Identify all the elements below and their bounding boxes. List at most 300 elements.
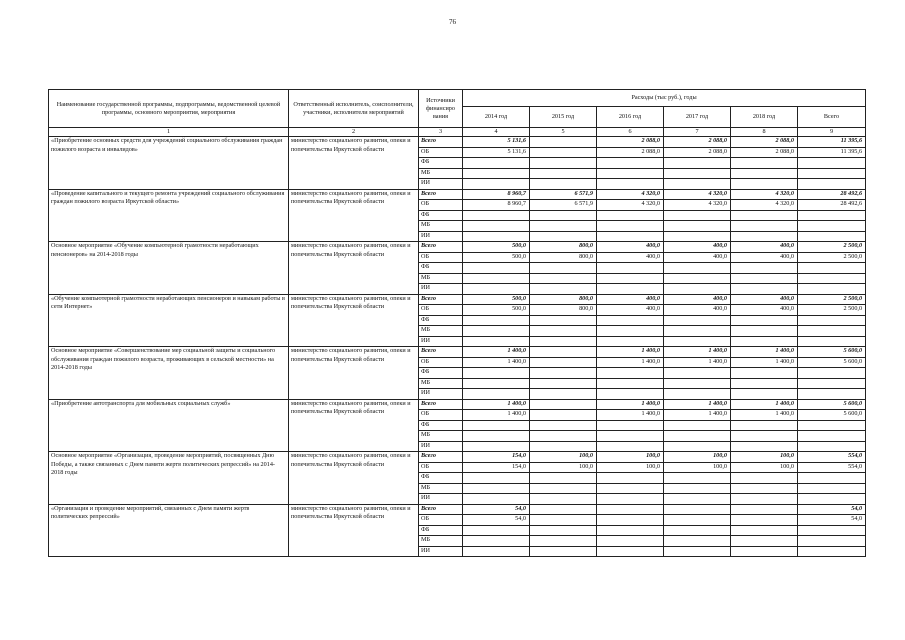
year-value: 6 571,9 bbox=[530, 200, 597, 211]
year-value bbox=[463, 525, 530, 536]
year-value: 4 320,0 bbox=[731, 189, 798, 200]
year-value bbox=[463, 158, 530, 169]
header-name: Наименование государственной программы, подпрограммы, ведомственной целевой программы, основного мероприятия, мероприятия bbox=[49, 90, 289, 128]
measure-name: «Обучение компьютерной грамотности неработающих пенсионеров и навыкам работы в сети Интернет» bbox=[49, 294, 289, 347]
column-number: 3 bbox=[419, 128, 463, 137]
measure-name: «Приобретение автотранспорта для мобильных социальных служб» bbox=[49, 399, 289, 452]
column-number: 5 bbox=[530, 128, 597, 137]
year-value bbox=[664, 326, 731, 337]
year-value: 4 320,0 bbox=[597, 200, 664, 211]
year-value bbox=[530, 441, 597, 452]
year-value: 1 400,0 bbox=[463, 357, 530, 368]
measure-name: Основное мероприятие «Организация, проведение мероприятий, посвященных Дню Победы, а также связанных с Днем памяти жертв политических репрессий» на 2014-2018 годы bbox=[49, 452, 289, 505]
total-value bbox=[798, 179, 866, 190]
year-value bbox=[463, 536, 530, 547]
year-value bbox=[731, 315, 798, 326]
year-value: 800,0 bbox=[530, 294, 597, 305]
year-value bbox=[731, 168, 798, 179]
total-value bbox=[798, 284, 866, 295]
year-value: 500,0 bbox=[463, 252, 530, 263]
header-executor: Ответственный исполнитель, соисполнители, участники, исполнители мероприятий bbox=[289, 90, 419, 128]
year-value bbox=[664, 221, 731, 232]
year-value bbox=[731, 326, 798, 337]
year-value bbox=[530, 179, 597, 190]
measure-executor: министерство социального развития, опеки и попечительства Иркутской области bbox=[289, 347, 419, 400]
header-year: 2014 год bbox=[463, 107, 530, 128]
measure-executor: министерство социального развития, опеки и попечительства Иркутской области bbox=[289, 189, 419, 242]
total-value bbox=[798, 546, 866, 557]
funding-source: ОБ bbox=[419, 200, 463, 211]
year-value bbox=[597, 431, 664, 442]
funding-source: Всего bbox=[419, 137, 463, 148]
column-number: 4 bbox=[463, 128, 530, 137]
header-year: 2016 год bbox=[597, 107, 664, 128]
year-value bbox=[597, 504, 664, 515]
year-value bbox=[463, 315, 530, 326]
year-value: 400,0 bbox=[731, 242, 798, 253]
funding-source: ОБ bbox=[419, 147, 463, 158]
year-value: 54,0 bbox=[463, 515, 530, 526]
year-value bbox=[463, 378, 530, 389]
year-value bbox=[664, 210, 731, 221]
measure-name: Основное мероприятие «Обучение компьютерной грамотности неработающих пенсионеров» на 2014-2018 годы bbox=[49, 242, 289, 295]
year-value bbox=[530, 273, 597, 284]
year-value bbox=[597, 515, 664, 526]
table-row bbox=[49, 294, 866, 305]
year-value: 2 088,0 bbox=[664, 137, 731, 148]
year-value bbox=[530, 494, 597, 505]
year-value bbox=[731, 378, 798, 389]
funding-source: ОБ bbox=[419, 357, 463, 368]
year-value bbox=[463, 483, 530, 494]
total-value: 5 600,0 bbox=[798, 399, 866, 410]
year-value bbox=[664, 284, 731, 295]
total-value: 28 492,6 bbox=[798, 189, 866, 200]
year-value bbox=[463, 221, 530, 232]
year-value: 8 960,7 bbox=[463, 200, 530, 211]
funding-source: ИИ bbox=[419, 389, 463, 400]
year-value bbox=[463, 336, 530, 347]
year-value: 4 320,0 bbox=[664, 189, 731, 200]
year-value: 2 088,0 bbox=[664, 147, 731, 158]
funding-source: МБ bbox=[419, 168, 463, 179]
year-value: 400,0 bbox=[597, 294, 664, 305]
year-value bbox=[463, 546, 530, 557]
funding-source: ОБ bbox=[419, 305, 463, 316]
total-value bbox=[798, 525, 866, 536]
funding-source: Всего bbox=[419, 347, 463, 358]
year-value bbox=[530, 221, 597, 232]
year-value: 100,0 bbox=[731, 452, 798, 463]
table-row bbox=[49, 189, 866, 200]
column-number: 1 bbox=[49, 128, 289, 137]
year-value bbox=[731, 494, 798, 505]
year-value bbox=[664, 483, 731, 494]
year-value bbox=[530, 504, 597, 515]
funding-source: МБ bbox=[419, 326, 463, 337]
year-value bbox=[597, 231, 664, 242]
year-value bbox=[664, 368, 731, 379]
year-value bbox=[530, 431, 597, 442]
year-value bbox=[597, 273, 664, 284]
measure-name: Основное мероприятие «Совершенствование мер социальной защиты и социального обслуживания граждан пожилого возраста, проживающих в сельской местности» на 2014-2018 годы bbox=[49, 347, 289, 400]
year-value bbox=[530, 357, 597, 368]
funding-source: ОБ bbox=[419, 252, 463, 263]
year-value: 2 088,0 bbox=[597, 147, 664, 158]
year-value bbox=[597, 263, 664, 274]
total-value bbox=[798, 536, 866, 547]
year-value bbox=[530, 525, 597, 536]
year-value bbox=[664, 158, 731, 169]
total-value: 2 500,0 bbox=[798, 252, 866, 263]
column-number: 7 bbox=[664, 128, 731, 137]
year-value: 8 960,7 bbox=[463, 189, 530, 200]
year-value bbox=[664, 431, 731, 442]
header-year: 2018 год bbox=[731, 107, 798, 128]
year-value: 1 400,0 bbox=[597, 399, 664, 410]
year-value bbox=[597, 368, 664, 379]
year-value bbox=[731, 525, 798, 536]
year-value: 800,0 bbox=[530, 252, 597, 263]
year-value bbox=[530, 546, 597, 557]
funding-source: ИИ bbox=[419, 441, 463, 452]
total-value bbox=[798, 273, 866, 284]
year-value: 1 400,0 bbox=[731, 357, 798, 368]
year-value: 4 320,0 bbox=[731, 200, 798, 211]
year-value: 1 400,0 bbox=[731, 347, 798, 358]
header-expenses: Расходы (тыс руб.), годы bbox=[463, 90, 866, 107]
year-value: 100,0 bbox=[664, 462, 731, 473]
year-value bbox=[597, 494, 664, 505]
year-value: 1 400,0 bbox=[731, 410, 798, 421]
year-value bbox=[463, 231, 530, 242]
year-value bbox=[463, 273, 530, 284]
year-value: 5 131,6 bbox=[463, 147, 530, 158]
total-value bbox=[798, 315, 866, 326]
year-value: 1 400,0 bbox=[597, 347, 664, 358]
year-value: 154,0 bbox=[463, 462, 530, 473]
total-value bbox=[798, 441, 866, 452]
year-value bbox=[530, 263, 597, 274]
year-value: 100,0 bbox=[530, 452, 597, 463]
year-value bbox=[664, 546, 731, 557]
year-value: 1 400,0 bbox=[664, 399, 731, 410]
funding-source: ИИ bbox=[419, 231, 463, 242]
year-value: 100,0 bbox=[530, 462, 597, 473]
year-value bbox=[530, 420, 597, 431]
funding-source: МБ bbox=[419, 273, 463, 284]
year-value: 100,0 bbox=[731, 462, 798, 473]
year-value: 400,0 bbox=[731, 305, 798, 316]
measure-executor: министерство социального развития, опеки и попечительства Иркутской области bbox=[289, 504, 419, 557]
total-value: 554,0 bbox=[798, 462, 866, 473]
funding-source: ФБ bbox=[419, 420, 463, 431]
year-value: 4 320,0 bbox=[664, 200, 731, 211]
year-value: 400,0 bbox=[597, 242, 664, 253]
year-value bbox=[664, 420, 731, 431]
year-value bbox=[597, 536, 664, 547]
expenses-table bbox=[48, 89, 866, 557]
year-value bbox=[463, 441, 530, 452]
funding-source: Всего bbox=[419, 504, 463, 515]
year-value bbox=[731, 336, 798, 347]
year-value bbox=[731, 273, 798, 284]
funding-source: ОБ bbox=[419, 462, 463, 473]
year-value bbox=[664, 389, 731, 400]
total-value bbox=[798, 473, 866, 484]
year-value: 1 400,0 bbox=[463, 347, 530, 358]
year-value bbox=[664, 168, 731, 179]
year-value bbox=[731, 179, 798, 190]
year-value: 800,0 bbox=[530, 242, 597, 253]
table-row bbox=[49, 242, 866, 253]
year-value bbox=[530, 336, 597, 347]
year-value: 500,0 bbox=[463, 294, 530, 305]
year-value bbox=[664, 315, 731, 326]
year-value: 2 088,0 bbox=[597, 137, 664, 148]
measure-name: «Приобретение основных средств для учреждений социального обслуживания граждан пожилого возраста и инвалидов» bbox=[49, 137, 289, 190]
total-value bbox=[798, 483, 866, 494]
year-value: 1 400,0 bbox=[664, 357, 731, 368]
year-value bbox=[664, 231, 731, 242]
year-value bbox=[597, 473, 664, 484]
year-value bbox=[463, 210, 530, 221]
header-source: Источники финансиро вания bbox=[419, 90, 463, 128]
funding-source: Всего bbox=[419, 294, 463, 305]
year-value bbox=[597, 326, 664, 337]
total-value bbox=[798, 378, 866, 389]
year-value bbox=[664, 504, 731, 515]
total-value bbox=[798, 158, 866, 169]
header-year: 2017 год bbox=[664, 107, 731, 128]
year-value: 1 400,0 bbox=[597, 357, 664, 368]
funding-source: ИИ bbox=[419, 284, 463, 295]
funding-source: МБ bbox=[419, 536, 463, 547]
funding-source: ФБ bbox=[419, 368, 463, 379]
funding-source: Всего bbox=[419, 452, 463, 463]
year-value: 800,0 bbox=[530, 305, 597, 316]
total-value bbox=[798, 336, 866, 347]
year-value: 400,0 bbox=[597, 305, 664, 316]
header-year: 2015 год bbox=[530, 107, 597, 128]
funding-source: МБ bbox=[419, 483, 463, 494]
table-row bbox=[49, 347, 866, 358]
funding-source: ФБ bbox=[419, 473, 463, 484]
year-value: 400,0 bbox=[731, 294, 798, 305]
year-value bbox=[597, 221, 664, 232]
year-value: 1 400,0 bbox=[731, 399, 798, 410]
year-value bbox=[731, 368, 798, 379]
total-value: 11 395,6 bbox=[798, 147, 866, 158]
year-value bbox=[530, 473, 597, 484]
year-value bbox=[463, 494, 530, 505]
year-value bbox=[731, 546, 798, 557]
year-value bbox=[731, 441, 798, 452]
funding-source: ИИ bbox=[419, 336, 463, 347]
total-value: 5 600,0 bbox=[798, 347, 866, 358]
funding-source: ФБ bbox=[419, 315, 463, 326]
year-value bbox=[664, 494, 731, 505]
funding-source: ИИ bbox=[419, 494, 463, 505]
year-value bbox=[664, 515, 731, 526]
year-value bbox=[463, 420, 530, 431]
year-value bbox=[530, 137, 597, 148]
year-value: 5 131,6 bbox=[463, 137, 530, 148]
year-value bbox=[530, 168, 597, 179]
header-total: Всего bbox=[798, 107, 866, 128]
year-value bbox=[597, 315, 664, 326]
year-value bbox=[664, 336, 731, 347]
funding-source: ФБ bbox=[419, 158, 463, 169]
total-value bbox=[798, 210, 866, 221]
measure-name: «Организация и проведение мероприятий, связанных с Днем памяти жертв политических репрессий» bbox=[49, 504, 289, 557]
total-value: 54,0 bbox=[798, 515, 866, 526]
year-value: 500,0 bbox=[463, 305, 530, 316]
funding-source: МБ bbox=[419, 221, 463, 232]
year-value bbox=[731, 221, 798, 232]
year-value bbox=[664, 536, 731, 547]
year-value bbox=[731, 515, 798, 526]
funding-source: Всего bbox=[419, 399, 463, 410]
total-value: 2 500,0 bbox=[798, 294, 866, 305]
year-value bbox=[731, 210, 798, 221]
total-value bbox=[798, 494, 866, 505]
total-value: 2 500,0 bbox=[798, 242, 866, 253]
year-value bbox=[731, 263, 798, 274]
total-value bbox=[798, 231, 866, 242]
year-value bbox=[463, 389, 530, 400]
year-value bbox=[731, 420, 798, 431]
total-value: 11 395,6 bbox=[798, 137, 866, 148]
year-value bbox=[463, 368, 530, 379]
year-value bbox=[731, 158, 798, 169]
year-value bbox=[597, 378, 664, 389]
year-value: 1 400,0 bbox=[463, 410, 530, 421]
year-value: 400,0 bbox=[731, 252, 798, 263]
year-value: 400,0 bbox=[664, 242, 731, 253]
year-value bbox=[463, 168, 530, 179]
year-value bbox=[530, 231, 597, 242]
funding-source: Всего bbox=[419, 189, 463, 200]
year-value: 6 571,9 bbox=[530, 189, 597, 200]
total-value bbox=[798, 263, 866, 274]
year-value bbox=[463, 263, 530, 274]
funding-source: ОБ bbox=[419, 410, 463, 421]
year-value: 400,0 bbox=[597, 252, 664, 263]
measure-executor: министерство социального развития, опеки и попечительства Иркутской области bbox=[289, 452, 419, 505]
year-value bbox=[530, 410, 597, 421]
year-value bbox=[731, 389, 798, 400]
funding-source: ФБ bbox=[419, 210, 463, 221]
measure-executor: министерство социального развития, опеки и попечительства Иркутской области bbox=[289, 137, 419, 190]
year-value bbox=[597, 179, 664, 190]
total-value bbox=[798, 168, 866, 179]
year-value bbox=[664, 473, 731, 484]
year-value: 100,0 bbox=[597, 452, 664, 463]
year-value: 1 400,0 bbox=[597, 410, 664, 421]
year-value bbox=[731, 284, 798, 295]
funding-source: Всего bbox=[419, 242, 463, 253]
table-row bbox=[49, 137, 866, 148]
year-value: 1 400,0 bbox=[664, 410, 731, 421]
year-value: 1 400,0 bbox=[463, 399, 530, 410]
year-value: 500,0 bbox=[463, 242, 530, 253]
year-value bbox=[597, 546, 664, 557]
total-value bbox=[798, 389, 866, 400]
funding-source: ИИ bbox=[419, 179, 463, 190]
year-value bbox=[463, 326, 530, 337]
measure-executor: министерство социального развития, опеки и попечительства Иркутской области bbox=[289, 294, 419, 347]
year-value bbox=[530, 210, 597, 221]
funding-source: ФБ bbox=[419, 525, 463, 536]
year-value bbox=[530, 399, 597, 410]
year-value bbox=[664, 441, 731, 452]
year-value bbox=[731, 473, 798, 484]
year-value bbox=[731, 504, 798, 515]
year-value bbox=[530, 515, 597, 526]
year-value bbox=[530, 483, 597, 494]
page-number: 76 bbox=[449, 18, 456, 26]
year-value bbox=[530, 326, 597, 337]
table-row bbox=[49, 399, 866, 410]
measure-name: «Проведение капитального и текущего ремонта учреждений социального обслуживания граждан пожилого возраста Иркутской области» bbox=[49, 189, 289, 242]
year-value bbox=[597, 210, 664, 221]
year-value bbox=[731, 231, 798, 242]
total-value: 28 492,6 bbox=[798, 200, 866, 211]
total-value: 554,0 bbox=[798, 452, 866, 463]
year-value bbox=[597, 168, 664, 179]
year-value bbox=[664, 378, 731, 389]
year-value bbox=[463, 179, 530, 190]
year-value bbox=[731, 536, 798, 547]
year-value bbox=[597, 420, 664, 431]
column-number: 6 bbox=[597, 128, 664, 137]
year-value bbox=[530, 389, 597, 400]
total-value bbox=[798, 431, 866, 442]
year-value bbox=[530, 536, 597, 547]
table-row bbox=[49, 452, 866, 463]
year-value: 4 320,0 bbox=[597, 189, 664, 200]
year-value bbox=[597, 158, 664, 169]
total-value: 5 600,0 bbox=[798, 410, 866, 421]
measure-executor: министерство социального развития, опеки и попечительства Иркутской области bbox=[289, 242, 419, 295]
measure-executor: министерство социального развития, опеки и попечительства Иркутской области bbox=[289, 399, 419, 452]
year-value bbox=[463, 473, 530, 484]
year-value: 54,0 bbox=[463, 504, 530, 515]
year-value bbox=[530, 378, 597, 389]
column-number: 9 bbox=[798, 128, 866, 137]
year-value bbox=[597, 284, 664, 295]
year-value: 400,0 bbox=[664, 252, 731, 263]
funding-source: ФБ bbox=[419, 263, 463, 274]
year-value bbox=[597, 336, 664, 347]
year-value bbox=[463, 431, 530, 442]
year-value: 2 088,0 bbox=[731, 137, 798, 148]
column-number: 2 bbox=[289, 128, 419, 137]
year-value bbox=[664, 263, 731, 274]
total-value bbox=[798, 326, 866, 337]
year-value bbox=[530, 147, 597, 158]
total-value bbox=[798, 368, 866, 379]
year-value bbox=[664, 273, 731, 284]
year-value bbox=[664, 525, 731, 536]
funding-source: ОБ bbox=[419, 515, 463, 526]
total-value: 5 600,0 bbox=[798, 357, 866, 368]
year-value bbox=[597, 483, 664, 494]
table-row bbox=[49, 504, 866, 515]
column-number: 8 bbox=[731, 128, 798, 137]
funding-source: МБ bbox=[419, 431, 463, 442]
